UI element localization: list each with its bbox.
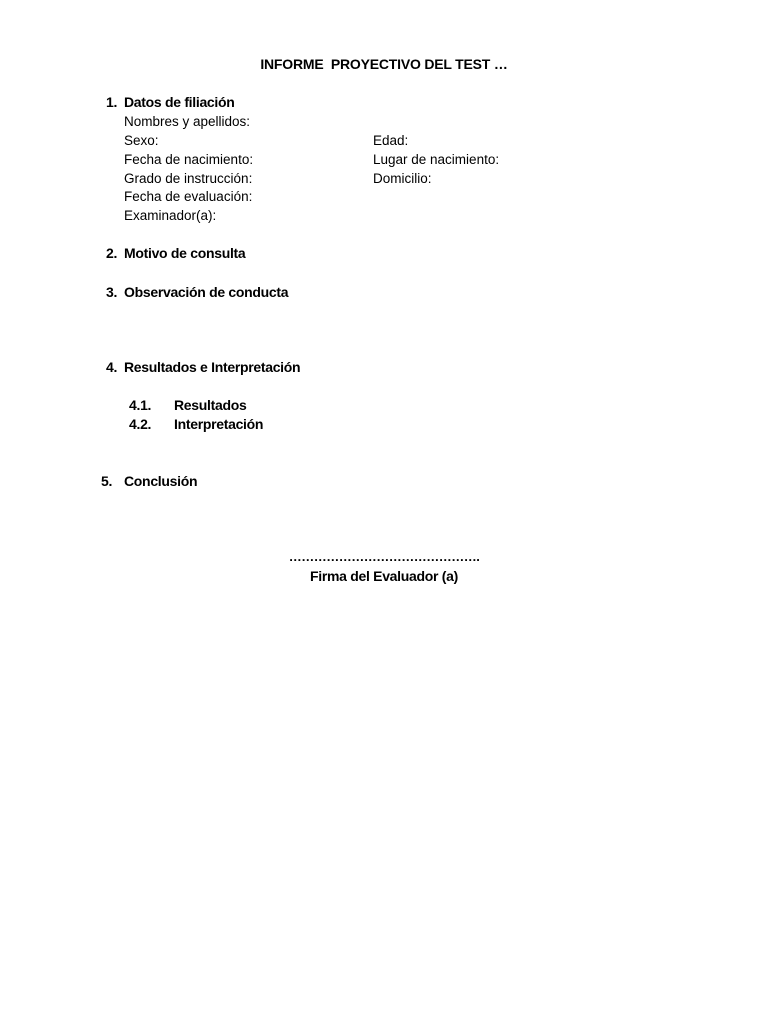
subsection-number-resultados: 4.1.	[129, 397, 152, 413]
section-number-motivo: 2.	[106, 245, 118, 261]
section-number-resultados: 4.	[106, 359, 118, 375]
signature-line: ……………………………………….	[288, 549, 480, 564]
section-heading-resultados-interpretacion: Resultados e Interpretación	[124, 359, 301, 375]
section-heading-observacion-conducta: Observación de conducta	[124, 284, 289, 300]
field-grado-instruccion: Grado de instrucción:	[124, 171, 253, 186]
section-number-observacion: 3.	[106, 284, 118, 300]
section-heading-conclusion: Conclusión	[124, 473, 198, 489]
field-fecha-evaluacion: Fecha de evaluación:	[124, 189, 253, 204]
field-fecha-nacimiento: Fecha de nacimiento:	[124, 152, 254, 167]
section-heading-motivo-consulta: Motivo de consulta	[124, 245, 246, 261]
subsection-heading-resultados: Resultados	[174, 397, 247, 413]
section-datos-filiacion	[106, 94, 117, 110]
document-title: INFORME PROYECTIVO DEL TEST …	[260, 56, 508, 72]
field-lugar-nacimiento: Lugar de nacimiento:	[373, 152, 500, 167]
section-number-conclusion: 5.	[101, 473, 113, 489]
signature-label: Firma del Evaluador (a)	[310, 568, 458, 584]
field-sexo: Sexo:	[124, 133, 159, 148]
subsection-heading-interpretacion: Interpretación	[174, 416, 264, 432]
field-nombres-apellidos: Nombres y apellidos:	[124, 114, 251, 129]
section-heading-datos-filiacion: Datos de filiación	[124, 94, 235, 110]
section-number: 1.	[106, 94, 118, 110]
field-domicilio: Domicilio:	[373, 171, 432, 186]
field-edad: Edad:	[373, 133, 409, 148]
field-examinador: Examinador(a):	[124, 208, 217, 223]
subsection-number-interpretacion: 4.2.	[129, 416, 152, 432]
